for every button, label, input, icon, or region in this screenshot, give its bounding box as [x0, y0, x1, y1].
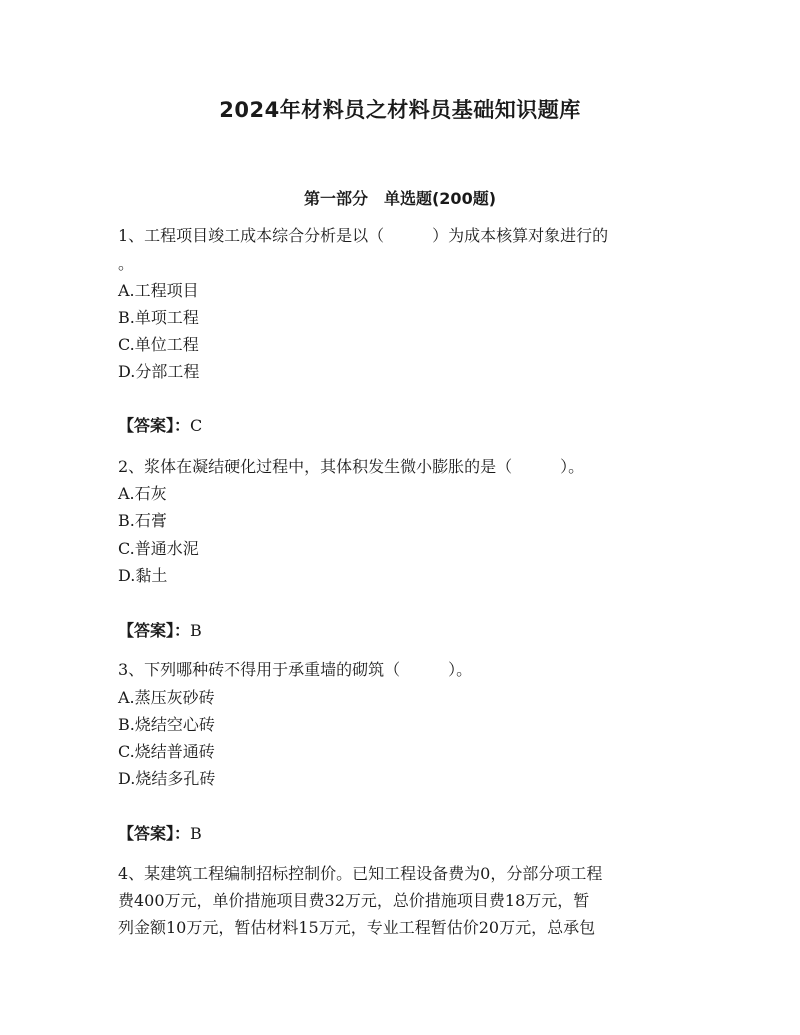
question-2-option-a: A.石灰	[118, 484, 167, 503]
question-3-option-a: A.蒸压灰砂砖	[118, 688, 215, 707]
question-3-stem-line-1: 3、下列哪种砖不得用于承重墙的砌筑（ ）。	[118, 660, 473, 679]
question-2-answer	[118, 621, 202, 641]
question-3-answer	[118, 824, 202, 844]
question-4-stem-line-2: 费400万元，单价措施项目费32万元，总价措施项目费18万元，暂	[118, 891, 590, 910]
question-3-option-b: B.烧结空心砖	[118, 715, 215, 734]
question-4-stem-line-1: 4、某建筑工程编制招标控制价。已知工程设备费为0，分部分项工程	[118, 864, 603, 883]
answer-label: 【答案】：	[118, 621, 191, 640]
question-1-option-a: A.工程项目	[118, 281, 199, 300]
question-2-stem-line-1: 2、浆体在凝结硬化过程中，其体积发生微小膨胀的是（ ）。	[118, 457, 585, 476]
question-1-option-b: B.单项工程	[118, 308, 199, 327]
question-1-option-d: D.分部工程	[118, 362, 200, 381]
question-2-option-b: B.石膏	[118, 511, 167, 530]
section-heading: 第一部分 单选题(200题)	[303, 189, 497, 208]
question-1-answer	[118, 416, 202, 436]
question-3-option-c: C.烧结普通砖	[118, 742, 215, 761]
question-2-option-c: C.普通水泥	[118, 539, 199, 558]
answer-value: B	[190, 621, 202, 640]
answer-value: B	[190, 824, 202, 843]
question-2-option-d: D.黏土	[118, 566, 168, 585]
question-4-stem-line-3: 列金额10万元，暂估材料15万元，专业工程暂估价20万元，总承包	[118, 918, 596, 937]
question-1-stem-line-1: 1、工程项目竣工成本综合分析是以（ ）为成本核算对象进行的	[118, 226, 609, 245]
document-title: 2024年材料员之材料员基础知识题库	[219, 98, 581, 122]
question-1-option-c: C.单位工程	[118, 335, 199, 354]
answer-label: 【答案】：	[118, 416, 191, 435]
question-3-option-d: D.烧结多孔砖	[118, 769, 216, 788]
question-1-stem-line-2: 。	[118, 254, 135, 273]
answer-label: 【答案】：	[118, 824, 191, 843]
answer-value: C	[190, 416, 203, 435]
